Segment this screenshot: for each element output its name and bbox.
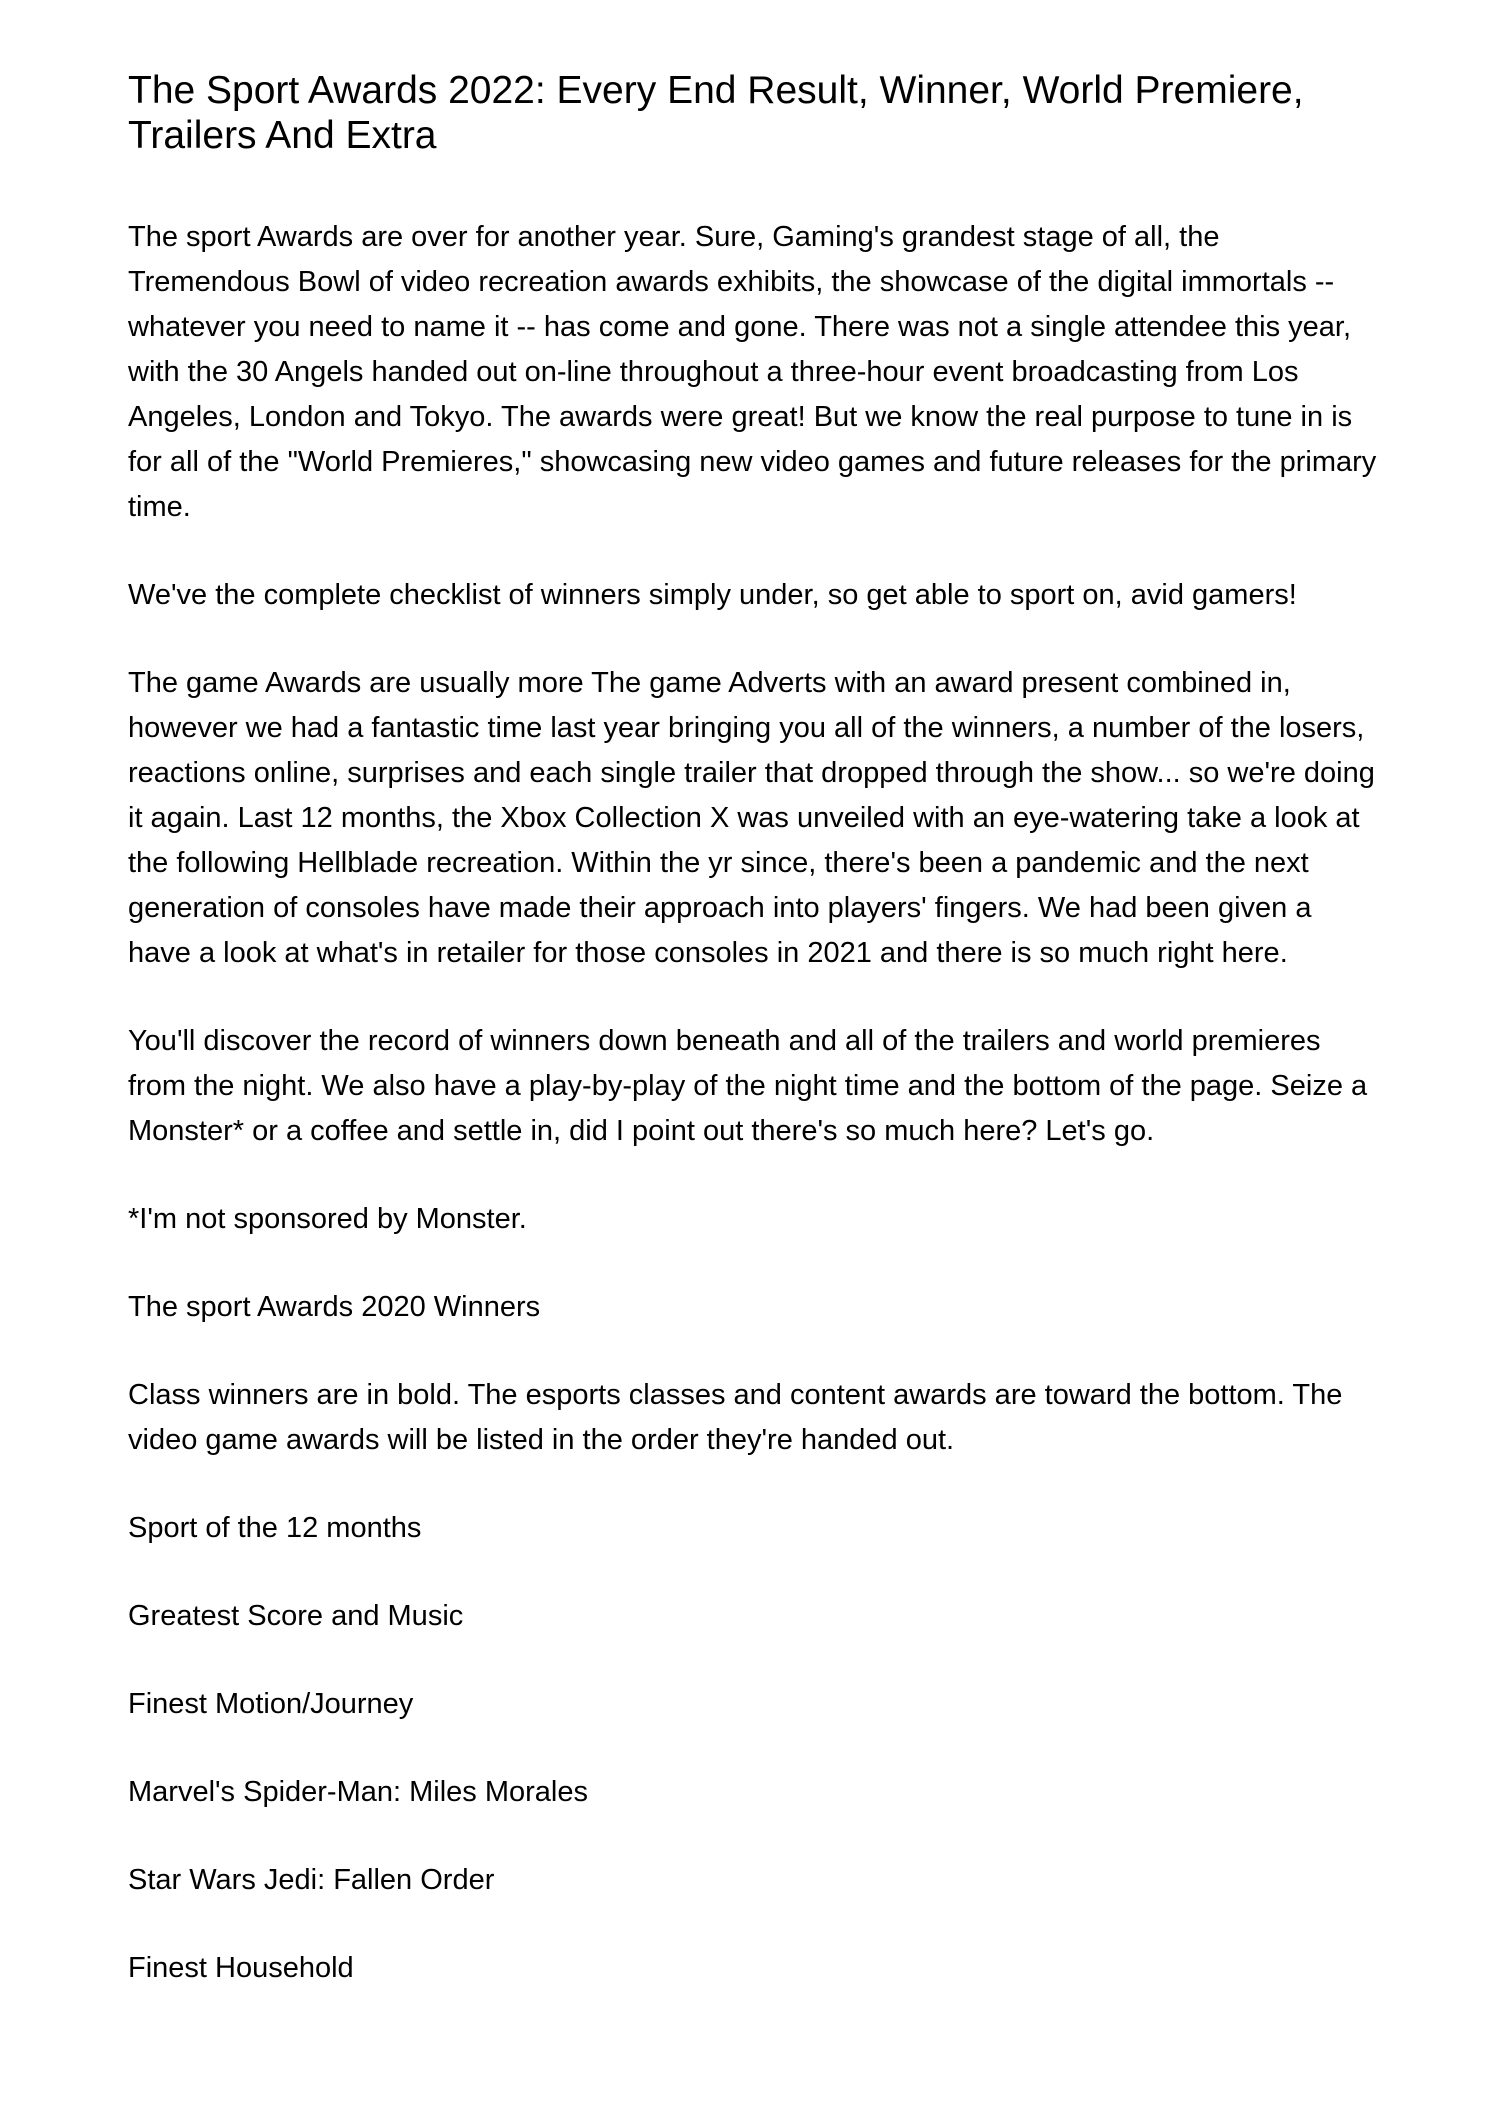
paragraph: Class winners are in bold. The esports classes and content awards are toward the bottom. The video game awards will be listed in the order they're handed out. — [128, 1379, 1343, 1456]
paragraph: *I'm not sponsored by Monster. — [128, 1203, 527, 1235]
paragraph: The sport Awards 2020 Winners — [128, 1291, 541, 1323]
paragraph: The sport Awards are over for another year. Sure, Gaming's grandest stage of all, the Tremendous Bowl of video recreation awards exhibits, the showcase of the digital immortals -- whatever you need to name it -- has come and gone. There was not a single attendee this year, with the 30 Angels handed out on-line throughout a three-hour event broadcasting from Los Angeles, London and Tokyo. The awards were great! But we know the real purpose to tune in is for all of the "World Premieres," showcasing new video games and future releases for the primary time. — [128, 221, 1377, 523]
page-title: The Sport Awards 2022: Every End Result, Winner, World Premiere, Trailers And Extra — [128, 69, 1304, 157]
paragraph: Finest Motion/Journey — [128, 1688, 414, 1720]
paragraph: Star Wars Jedi: Fallen Order — [128, 1864, 495, 1896]
paragraph: Marvel's Spider-Man: Miles Morales — [128, 1776, 588, 1808]
paragraph: Finest Household — [128, 1952, 354, 1984]
paragraph: We've the complete checklist of winners simply under, so get able to sport on, avid gamers! — [128, 579, 1297, 611]
paragraph: You'll discover the record of winners down beneath and all of the trailers and world premieres from the night. We also have a play-by-play of the night time and the bottom of the page. Seize a Monster* or a coffee and settle in, did I point out there's so much here? Let's go. — [128, 1025, 1368, 1147]
paragraph: Greatest Score and Music — [128, 1600, 464, 1632]
article-body — [128, 215, 1378, 1991]
paragraph: Sport of the 12 months — [128, 1512, 422, 1544]
paragraph: The game Awards are usually more The game Adverts with an award present combined in, however we had a fantastic time last year bringing you all of the winners, a number of the losers, reactions online, surprises and each single trailer that dropped through the show... so we're doing it again. Last 12 months, the Xbox Collection X was unveiled with an eye-watering take a look at the following Hellblade recreation. Within the yr since, there's been a pandemic and the next generation of consoles have made their approach into players' fingers. We had been given a have a look at what's in retailer for those consoles in 2021 and there is so much right here. — [128, 667, 1375, 969]
